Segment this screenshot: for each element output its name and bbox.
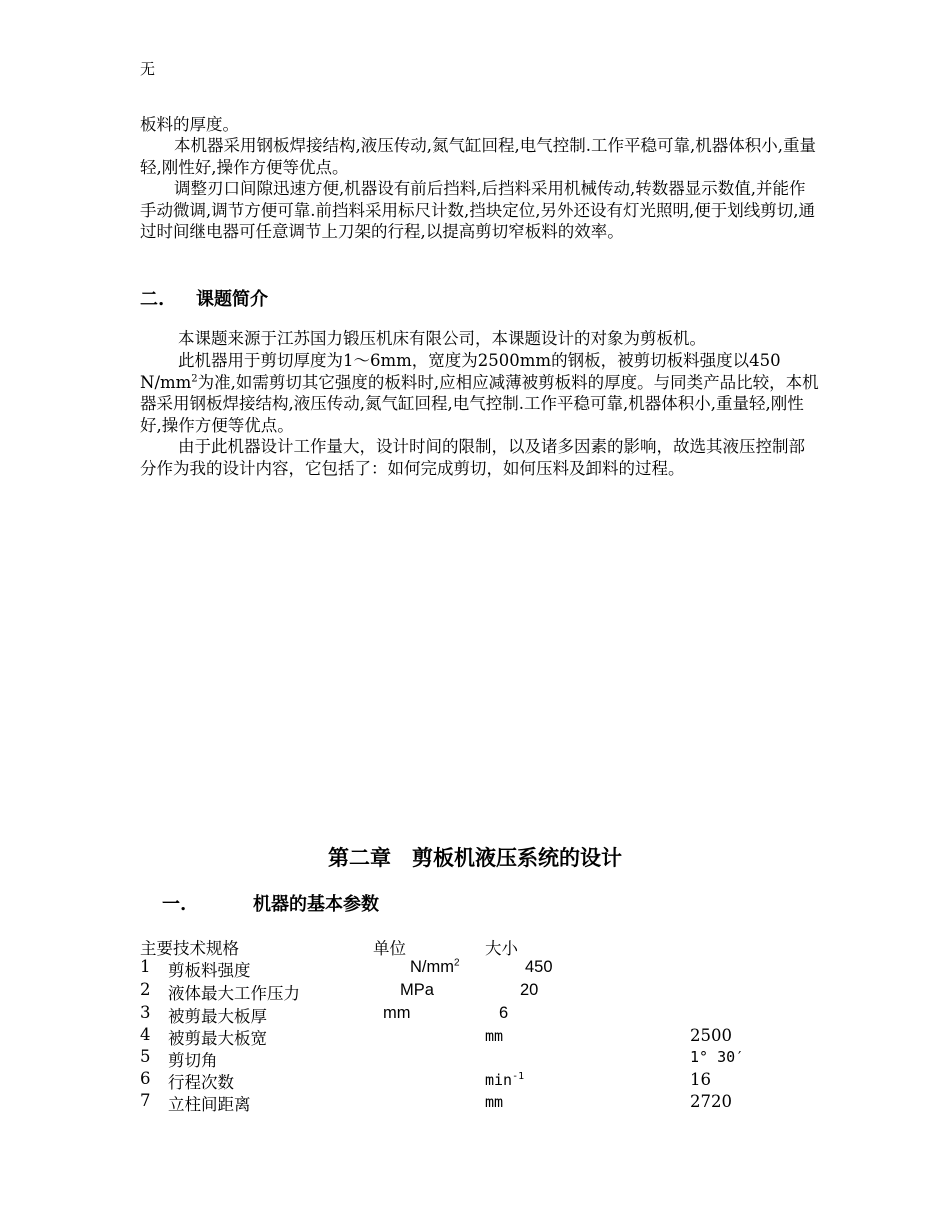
params-number: 一. [162,894,187,915]
table-row-name: 行程次数 [168,1073,234,1092]
section2-paragraph-1: 本课题来源于江苏国力锻压机床有限公司，本课题设计的对象为剪板机。 [178,329,706,348]
section2-paragraph-3: 由于此机器设计工作量大，设计时间的限制，以及诸多因素的影响，故选其液压控制部分作为我的设计内容，它包括了：如何完成剪切，如何压料及卸料的过程。 [140,437,805,478]
unit-superscript: -1 [512,1071,525,1082]
table-row-value: 16 [690,1070,711,1089]
table-row-unit: mm [485,1027,504,1045]
table-row-value: 2720 [690,1092,732,1111]
intro-paragraph-1: 板料的厚度。 [140,115,239,134]
page-header: 无 [140,60,156,78]
table-header-size: 大小 [485,939,518,958]
table-row-value: 20 [520,981,539,999]
table-row-unit [410,958,460,977]
table-row-no: 5 [140,1047,151,1066]
chapter-title: 第二章 剪板机液压系统的设计 [328,845,622,870]
table-row-unit: mm [383,1004,411,1022]
intro-paragraph-3: 调整刃口间隙迅速方便,机器设有前后挡料,后挡料采用机械传动,转数器显示数值,并能作手动微调,调节方便可靠.前挡料采用标尺计数,挡块定位,另外还设有灯光照明,便于划线剪切,通过时间继电器可任意调节上刀架的行程,以提高剪切窄板料的效率。 [140,179,815,241]
table-row-no: 6 [140,1069,151,1088]
section-number: 二. [140,289,165,310]
table-row-no: 4 [140,1025,151,1044]
table-row-name: 剪切角 [168,1051,218,1070]
table-row-unit: MPa [400,981,434,999]
table-row-value: 6 [499,1004,509,1022]
table-row-value: 1° 30′ [690,1048,745,1066]
table-row-no: 2 [140,980,151,999]
table-row-name: 液体最大工作压力 [168,984,300,1003]
table-header-unit: 单位 [373,939,406,958]
table-row-name: 被剪最大板宽 [168,1029,267,1048]
table-row-no: 3 [140,1003,151,1022]
section2-paragraph-2-part-a: 此机器用于剪切厚度为1～6mm，宽度为2500mm的钢板，被剪切板料强度以450 N/mm [140,351,781,392]
table-row-unit: mm [485,1093,504,1111]
section-title: 课题简介 [196,289,268,310]
intro-paragraph-2: 本机器采用钢板焊接结构,液压传动,氮气缸回程,电气控制.工作平稳可靠,机器体积小,重量轻,刚性好,操作方便等优点。 [140,136,816,177]
section2-paragraph-2-part-b: 为准,如需剪切其它强度的板料时,应相应减薄被剪板料的厚度。与同类产品比较，本机器采用钢板焊接结构,液压传动,氮气缸回程,电气控制.工作平稳可靠,机器体积小,重量轻,刚性好,操作方便等优点。 [140,372,819,435]
unit-text: min [485,1071,513,1089]
table-row-name: 剪板料强度 [168,961,251,980]
table-row-value: 2500 [690,1026,732,1045]
table-row-name: 立柱间距离 [168,1095,251,1114]
table-row-unit [485,1071,524,1089]
params-title: 机器的基本参数 [253,894,379,915]
table-header-spec: 主要技术规格 [140,939,239,958]
table-row-no: 7 [140,1091,151,1110]
section2-paragraph-2 [140,350,820,436]
table-row-value: 450 [525,958,553,976]
superscript: 2 [191,373,198,384]
unit-superscript: 2 [454,957,460,969]
table-row-no: 1 [140,957,151,976]
unit-text: N/mm [410,958,454,976]
table-row-name: 被剪最大板厚 [168,1007,267,1026]
